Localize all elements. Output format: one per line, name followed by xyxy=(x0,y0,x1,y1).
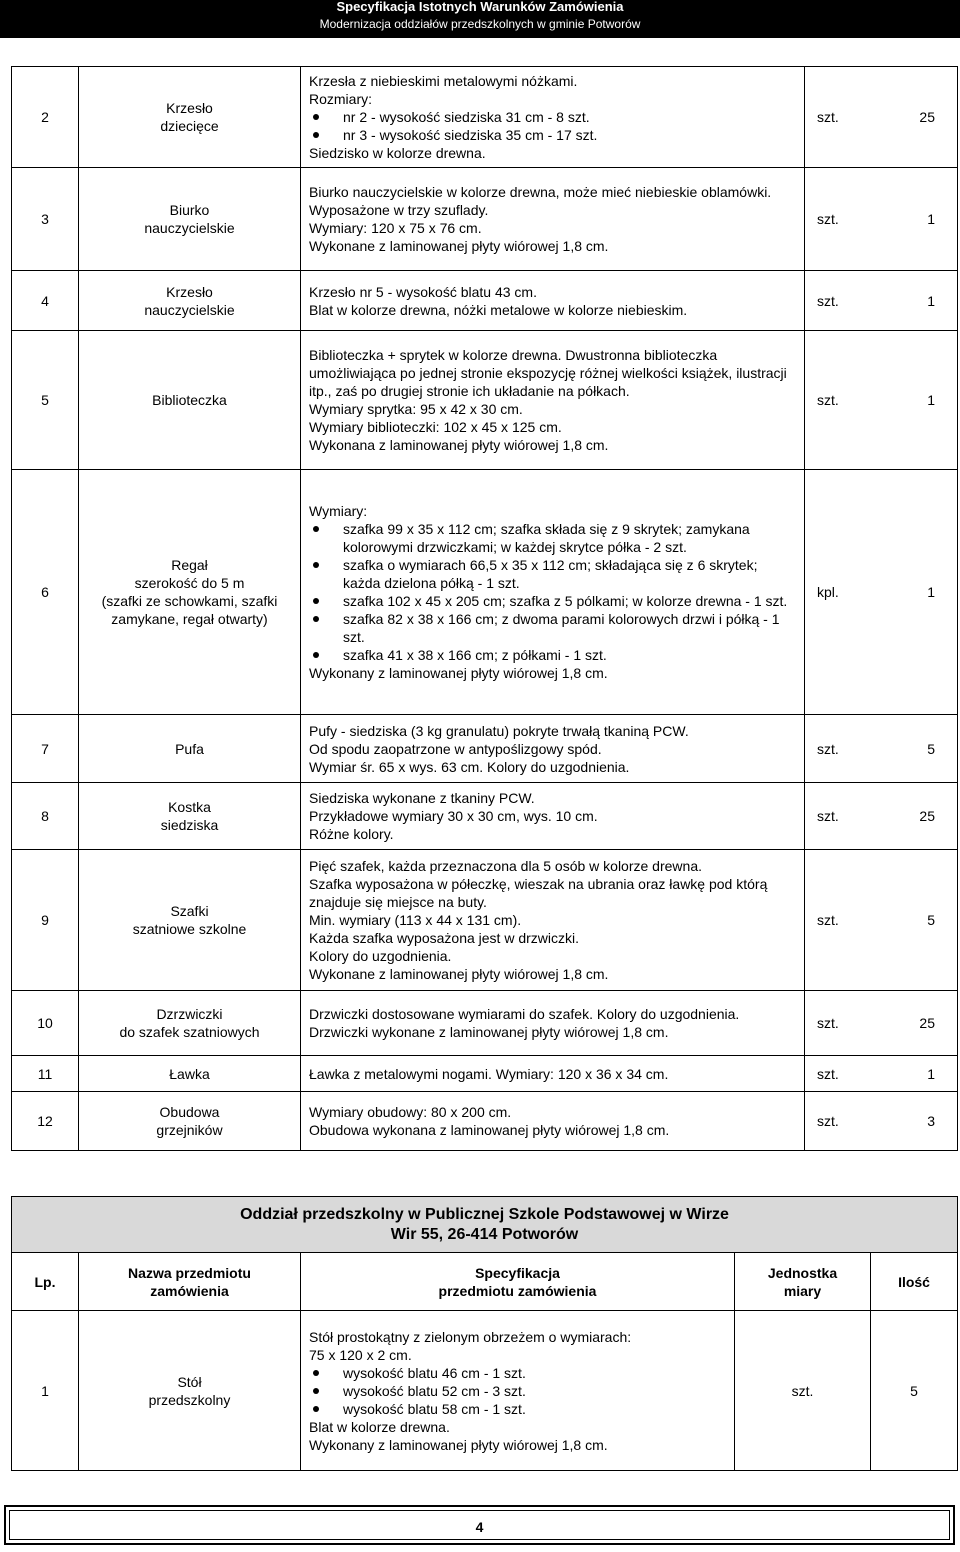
row-name: Stół przedszkolny xyxy=(79,1311,301,1471)
row-spec: Krzesła z niebieskimi metalowymi nóżkami. Rozmiary: nr 2 - wysokość siedziska 31 cm - 8 szt. nr 3 - wysokość siedziska 35 cm - 17 szt. Siedzisko w kolorze drewna. xyxy=(301,67,805,168)
page-footer xyxy=(4,1505,955,1545)
row-qty: 1 xyxy=(927,392,935,408)
table-row xyxy=(12,783,958,850)
row-name: Obudowa grzejników xyxy=(79,1092,301,1151)
row-spec: Drzwiczki dostosowane wymiarami do szafek. Kolory do uzgodnienia. Drzwiczki wykonane z laminowanej płyty wiórowej 1,8 cm. xyxy=(301,991,805,1056)
row-lp: 11 xyxy=(12,1056,79,1092)
row-unit-qty xyxy=(805,168,958,271)
row-name: Dzrzwiczki do szafek szatniowych xyxy=(79,991,301,1056)
row-unit: szt. xyxy=(817,392,839,408)
row-name: Regał szerokość do 5 m (szafki ze schowkami, szafki zamykane, regał otwarty) xyxy=(79,470,301,715)
row-name: Biblioteczka xyxy=(79,331,301,470)
row-unit-qty xyxy=(805,470,958,715)
row-unit-qty xyxy=(805,271,958,331)
bullet-item: szafka 102 x 45 x 205 cm; szafka z 5 pólkami; w kolorze drewna - 1 szt. xyxy=(309,592,798,610)
row-lp: 2 xyxy=(12,67,79,168)
row-unit: kpl. xyxy=(817,584,839,600)
row-lp: 8 xyxy=(12,783,79,850)
col-unit-header: Jednostka miary xyxy=(735,1253,871,1311)
page-number: 4 xyxy=(9,1510,950,1540)
row-lp: 10 xyxy=(12,991,79,1056)
row-lp: 9 xyxy=(12,850,79,991)
row-qty: 25 xyxy=(919,808,935,824)
row-unit: szt. xyxy=(817,808,839,824)
row-name: Ławka xyxy=(79,1056,301,1092)
document-subtitle: Modernizacja oddziałów przedszkolnych w gminie Potworów xyxy=(319,17,641,31)
row-spec: Stół prostokątny z zielonym obrzeżem o wymiarach: 75 x 120 x 2 cm. wysokość blatu 46 cm - 1 szt. wysokość blatu 52 cm - 3 szt. wysokość blatu 58 cm - 1 szt. Blat w kolorze drewna. Wykonany z laminowanej płyty wiórowej 1,8 cm. xyxy=(301,1311,735,1471)
bullet-item: szafka 41 x 38 x 166 cm; z półkami - 1 szt. xyxy=(309,646,798,664)
bullet-item: nr 2 - wysokość siedziska 31 cm - 8 szt. xyxy=(309,108,798,126)
table-row xyxy=(12,1056,958,1092)
row-lp: 3 xyxy=(12,168,79,271)
row-lp: 1 xyxy=(12,1311,79,1471)
row-qty: 1 xyxy=(927,292,935,309)
row-spec: Krzesło nr 5 - wysokość blatu 43 cm. Blat w kolorze drewna, nóżki metalowe w kolorze niebieskim. xyxy=(301,271,805,331)
row-spec: Biurko nauczycielskie w kolorze drewna, może mieć niebieskie oblamówki. Wyposażone w trzy szuflady. Wymiary: 120 x 75 x 76 cm. Wykonane z laminowanej płyty wiórowej 1,8 cm. xyxy=(301,168,805,271)
col-spec-header: Specyfikacja przedmiotu zamówienia xyxy=(301,1253,735,1311)
row-name: Krzesło dziecięce xyxy=(79,67,301,168)
row-unit-qty xyxy=(805,715,958,783)
row-unit-qty xyxy=(805,1092,958,1151)
row-lp: 5 xyxy=(12,331,79,470)
row-unit-qty xyxy=(805,67,958,168)
row-qty: 25 xyxy=(919,1015,935,1031)
table-row xyxy=(12,1311,958,1471)
row-unit: szt. xyxy=(817,292,839,309)
table-row xyxy=(12,67,958,168)
row-unit: szt. xyxy=(735,1311,871,1471)
row-lp: 6 xyxy=(12,470,79,715)
table-row xyxy=(12,168,958,271)
row-unit: szt. xyxy=(817,740,839,757)
section2-title: Oddział przedszkolny w Publicznej Szkole Podstawowej w Wirze Wir 55, 26-414 Potworów xyxy=(12,1197,958,1253)
bullet-item: szafka 82 x 38 x 166 cm; z dwoma parami kolorowych drzwi i półką - 1 szt. xyxy=(309,610,798,646)
bullet-item: szafka o wymiarach 66,5 x 35 x 112 cm; składająca się z 6 skrytek; każda dzielona półką - 1 szt. xyxy=(309,556,798,592)
document-title: Specyfikacja Istotnych Warunków Zamówienia xyxy=(336,0,624,14)
row-qty: 5 xyxy=(927,912,935,928)
items-table xyxy=(11,66,958,1151)
row-qty: 5 xyxy=(871,1311,958,1471)
row-spec: Pięć szafek, każda przeznaczona dla 5 osób w kolorze drewna. Szafka wyposażona w półeczkę, wieszak na ubrania oraz ławkę pod którą znajduje się miejsce na buty. Min. wymiary (113 x 44 x 131 cm). Każda szafka wyposażona jest w drzwiczki. Kolory do uzgodnienia. Wykonane z laminowanej płyty wiórowej 1,8 cm. xyxy=(301,850,805,991)
row-unit-qty xyxy=(805,331,958,470)
section2-table xyxy=(11,1196,958,1471)
row-spec: Wymiary: szafka 99 x 35 x 112 cm; szafka składa się z 9 skrytek; zamykana kolorowymi drzwiczkami; w każdej skrytce półka - 2 szt. szafka o wymiarach 66,5 x 35 x 112 cm; składająca się z 6 skrytek; każda dzielona półką - 1 szt. szafka 102 x 45 x 205 cm; szafka z 5 pólkami; w kolorze drewna - 1 szt. szafka 82 x 38 x 166 cm; z dwoma parami kolorowych drzwi i półką - 1 szt. szafka 41 x 38 x 166 cm; z półkami - 1 szt. Wykonany z laminowanej płyty wiórowej 1,8 cm. xyxy=(301,470,805,715)
row-spec: Wymiary obudowy: 80 x 200 cm. Obudowa wykonana z laminowanej płyty wiórowej 1,8 cm. xyxy=(301,1092,805,1151)
bullet-item: szafka 99 x 35 x 112 cm; szafka składa się z 9 skrytek; zamykana kolorowymi drzwiczkami; w każdej skrytce półka - 2 szt. xyxy=(309,520,798,556)
row-lp: 12 xyxy=(12,1092,79,1151)
row-unit-qty xyxy=(805,991,958,1056)
row-unit: szt. xyxy=(817,1113,839,1129)
row-unit: szt. xyxy=(817,1065,839,1082)
row-spec: Pufy - siedziska (3 kg granulatu) pokryte trwałą tkaniną PCW. Od spodu zaopatrzone w antypoślizgowy spód. Wymiar śr. 65 x wys. 63 cm. Kolory do uzgodnienia. xyxy=(301,715,805,783)
row-qty: 25 xyxy=(919,109,935,125)
row-qty: 1 xyxy=(927,211,935,227)
row-qty: 1 xyxy=(927,1065,935,1082)
table-row xyxy=(12,331,958,470)
table-row xyxy=(12,991,958,1056)
table-row xyxy=(12,715,958,783)
row-spec: Ławka z metalowymi nogami. Wymiary: 120 x 36 x 34 cm. xyxy=(301,1056,805,1092)
row-name: Krzesło nauczycielskie xyxy=(79,271,301,331)
col-qty-header: Ilość xyxy=(871,1253,958,1311)
row-qty: 5 xyxy=(927,740,935,757)
col-lp-header: Lp. xyxy=(12,1253,79,1311)
row-unit-qty xyxy=(805,783,958,850)
row-unit-qty xyxy=(805,850,958,991)
row-name: Pufa xyxy=(79,715,301,783)
bullet-item: nr 3 - wysokość siedziska 35 cm - 17 szt. xyxy=(309,126,798,144)
row-unit: szt. xyxy=(817,1015,839,1031)
row-spec: Biblioteczka + sprytek w kolorze drewna. Dwustronna biblioteczka umożliwiająca po jednej stronie ekspozycję różnej wielkości książek, ilustracji itp., zaś po drugiej stronie ich układanie na półkach. Wymiary sprytka: 95 x 42 x 30 cm. Wymiary biblioteczki: 102 x 45 x 125 cm. Wykonana z laminowanej płyty wiórowej 1,8 cm. xyxy=(301,331,805,470)
document-header xyxy=(0,0,960,38)
row-unit: szt. xyxy=(817,211,839,227)
table-row xyxy=(12,1092,958,1151)
col-name-header: Nazwa przedmiotu zamówienia xyxy=(79,1253,301,1311)
row-unit: szt. xyxy=(817,912,839,928)
row-qty: 1 xyxy=(927,584,935,600)
table-row xyxy=(12,470,958,715)
row-unit-qty xyxy=(805,1056,958,1092)
bullet-item: wysokość blatu 52 cm - 3 szt. xyxy=(309,1382,728,1400)
row-lp: 7 xyxy=(12,715,79,783)
bullet-item: wysokość blatu 58 cm - 1 szt. xyxy=(309,1400,728,1418)
row-lp: 4 xyxy=(12,271,79,331)
row-unit: szt. xyxy=(817,109,839,125)
section2-header-row xyxy=(12,1253,958,1311)
row-spec: Siedziska wykonane z tkaniny PCW. Przykładowe wymiary 30 x 30 cm, wys. 10 cm. Różne kolory. xyxy=(301,783,805,850)
row-qty: 3 xyxy=(927,1113,935,1129)
table-row xyxy=(12,271,958,331)
bullet-item: wysokość blatu 46 cm - 1 szt. xyxy=(309,1364,728,1382)
row-name: Kostka siedziska xyxy=(79,783,301,850)
row-name: Biurko nauczycielskie xyxy=(79,168,301,271)
table-row xyxy=(12,850,958,991)
row-name: Szafki szatniowe szkolne xyxy=(79,850,301,991)
